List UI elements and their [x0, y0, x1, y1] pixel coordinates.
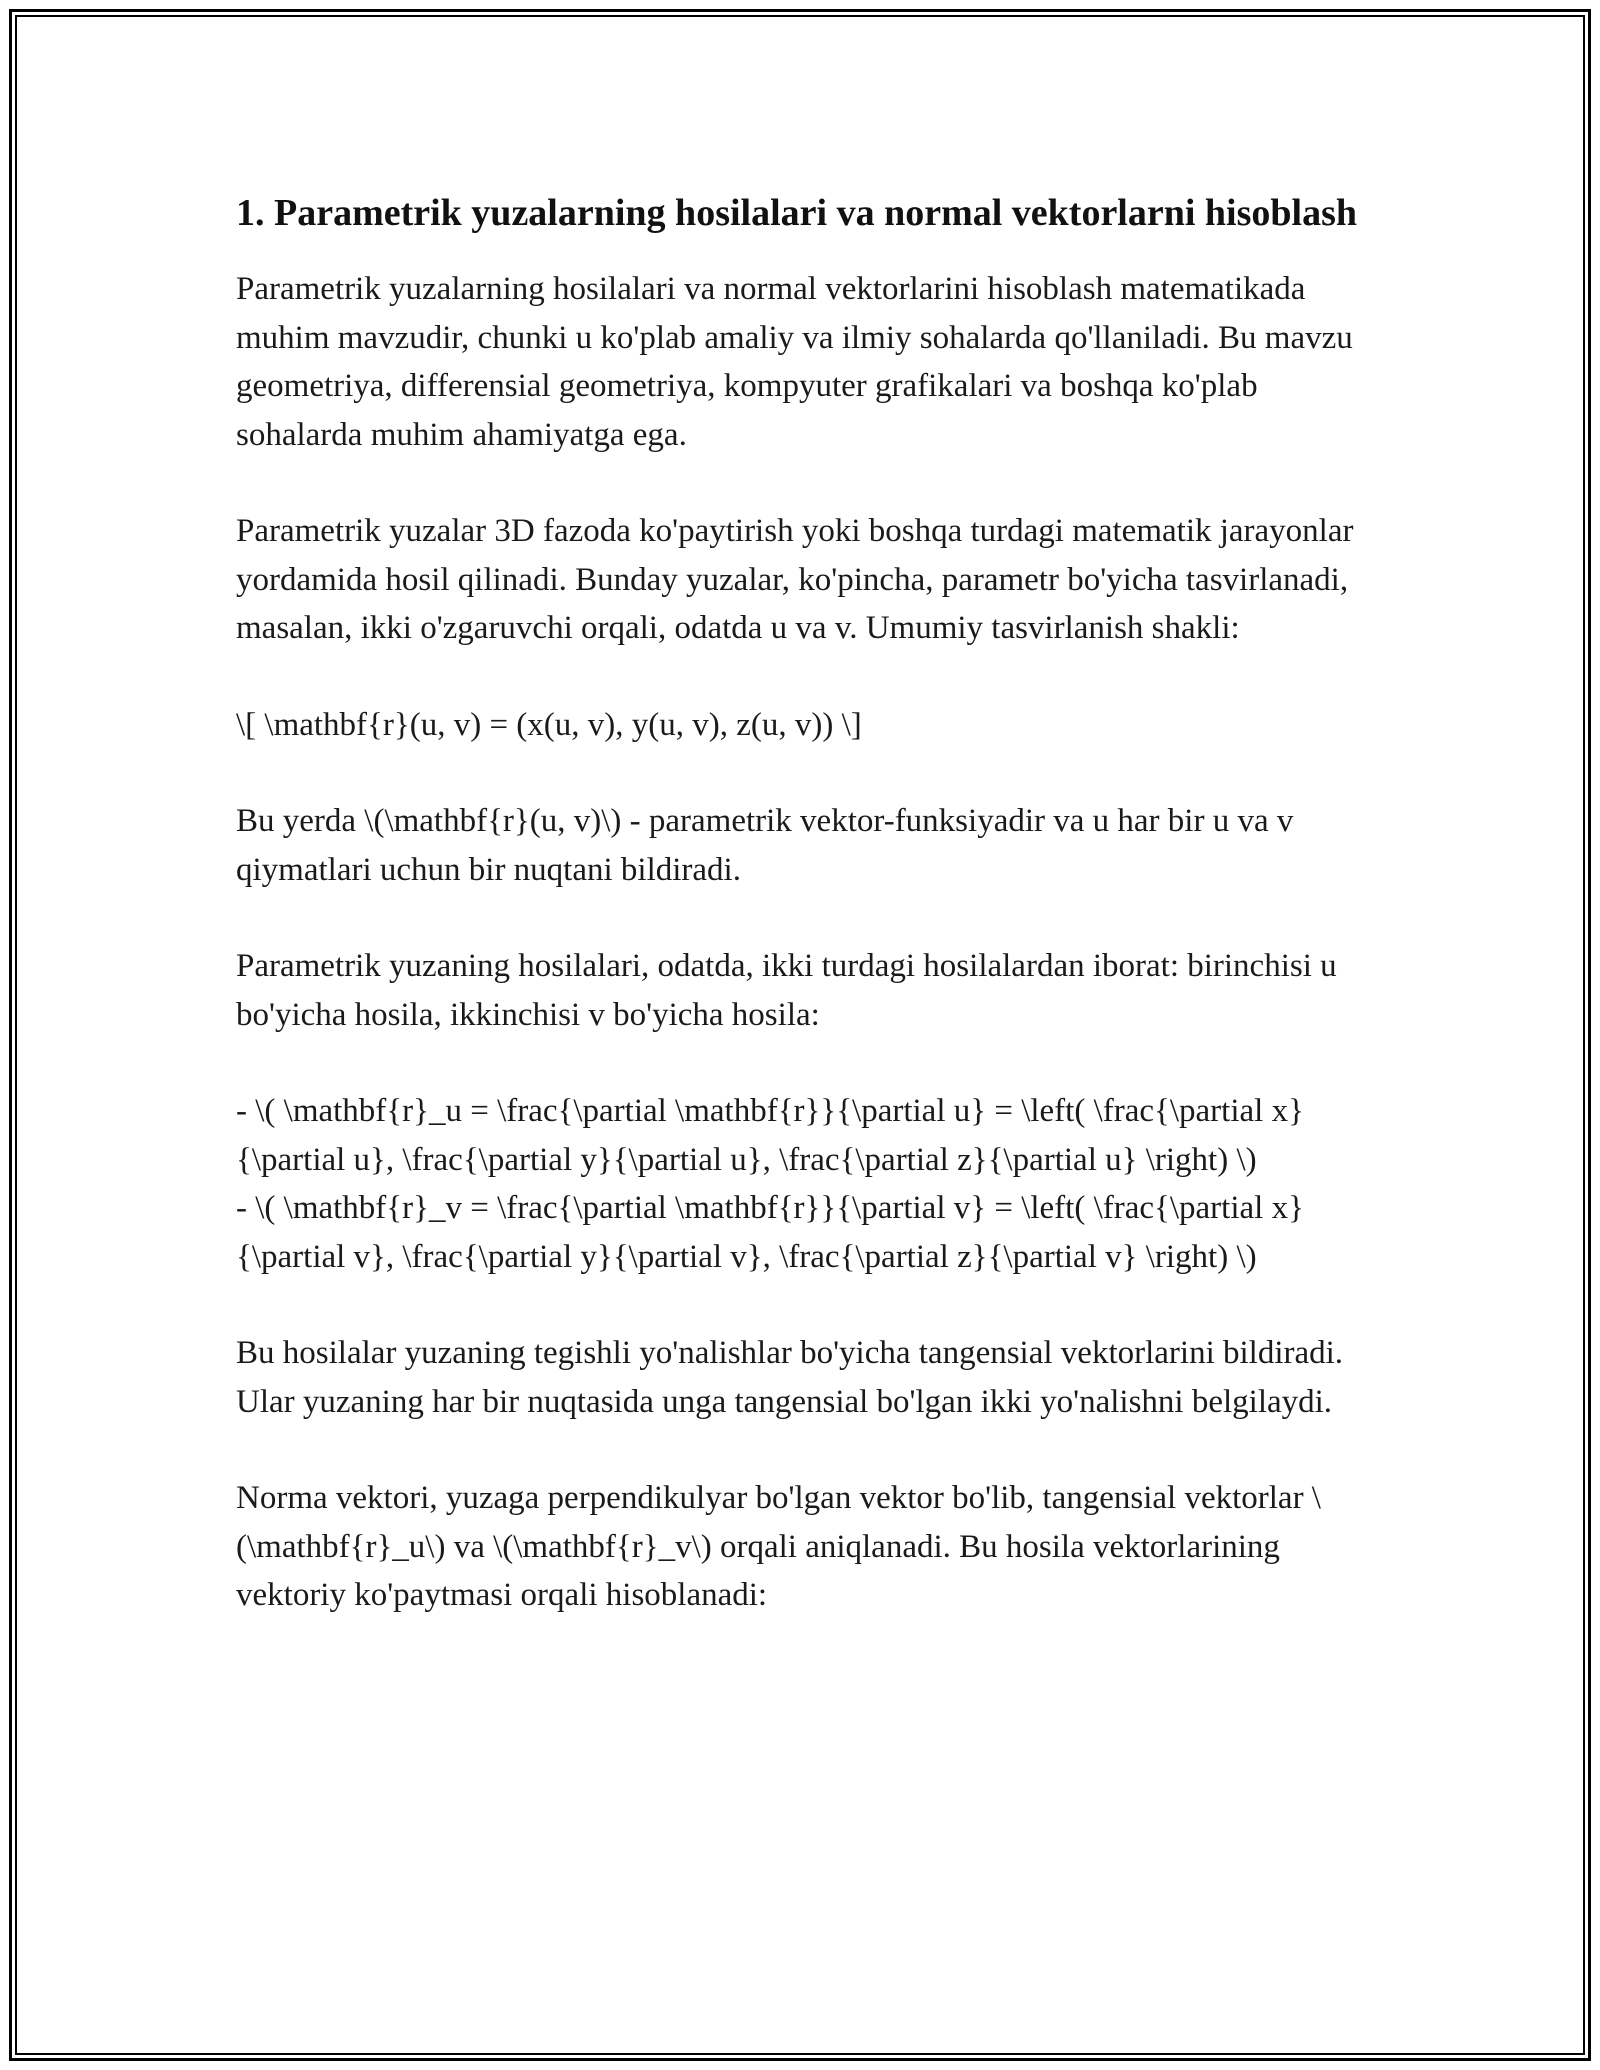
derivatives-intro-paragraph: Parametrik yuzaning hosilalari, odatda, ikki turdagi hosilalardan iborat: birinchisi u bo'yicha hosila, ikkinchisi v bo'yicha hosila: — [236, 948, 1337, 1033]
normal-vector-paragraph: Norma vektori, yuzaga perpendikulyar bo'lgan vektor bo'lib, tangensial vektorlar \(\mathbf{r}_u\) va \(\mathbf{r}_v\) orqali aniqlanadi. Bu hosila vektorlarining vektoriy ko'paytmasi orqali hisoblanadi: — [236, 1480, 1321, 1613]
derivatives-formula-list — [236, 1087, 1366, 1281]
derivative-v-formula: - \( \mathbf{r}_v = \frac{\partial \mathbf{r}}{\partial v} = \left( \frac{\partial x}{\partial v}, \frac{\partial y}{\partial v}, \frac{\partial z}{\partial v} \right) \) — [236, 1190, 1304, 1275]
surface-definition-paragraph: Parametrik yuzalar 3D fazoda ko'paytirish yoki boshqa turdagi matematik jarayonlar yordamida hosil qilinadi. Bunday yuzalar, ko'pincha, parametr bo'yicha tasvirlanadi, masalan, ikki o'zgaruvchi orqali, odatda u va v. Umumiy tasvirlanish shakli: — [236, 513, 1354, 646]
parametric-formula: \[ \mathbf{r}(u, v) = (x(u, v), y(u, v), z(u, v)) \] — [236, 706, 862, 743]
derivative-u-formula: - \( \mathbf{r}_u = \frac{\partial \mathbf{r}}{\partial u} = \left( \frac{\partial x}{\partial u}, \frac{\partial y}{\partial u}, \frac{\partial z}{\partial u} \right) \) — [236, 1093, 1304, 1178]
intro-paragraph: Parametrik yuzalarning hosilalari va normal vektorlarini hisoblash matematikada muhim mavzudir, chunki u ko'plab amaliy va ilmiy sohalarda qo'llaniladi. Bu mavzu geometriya, differensial geometriya, kompyuter grafikalari va boshqa ko'plab sohalarda muhim ahamiyatga ega. — [236, 271, 1353, 453]
section-heading: 1. Parametrik yuzalarning hosilalari va normal vektorlarni hisoblash — [236, 192, 1358, 234]
tangent-vectors-paragraph: Bu hosilalar yuzaning tegishli yo'nalishlar bo'yicha tangensial vektorlarini bildiradi. Ular yuzaning har bir nuqtasida unga tangensial bo'lgan ikki yo'nalishni belgilaydi. — [236, 1335, 1344, 1420]
document-body — [236, 186, 1366, 1668]
vector-function-paragraph: Bu yerda \(\mathbf{r}(u, v)\) - parametrik vektor-funksiyadir va u har bir u va v qiymatlari uchun bir nuqtani bildiradi. — [236, 803, 1294, 888]
